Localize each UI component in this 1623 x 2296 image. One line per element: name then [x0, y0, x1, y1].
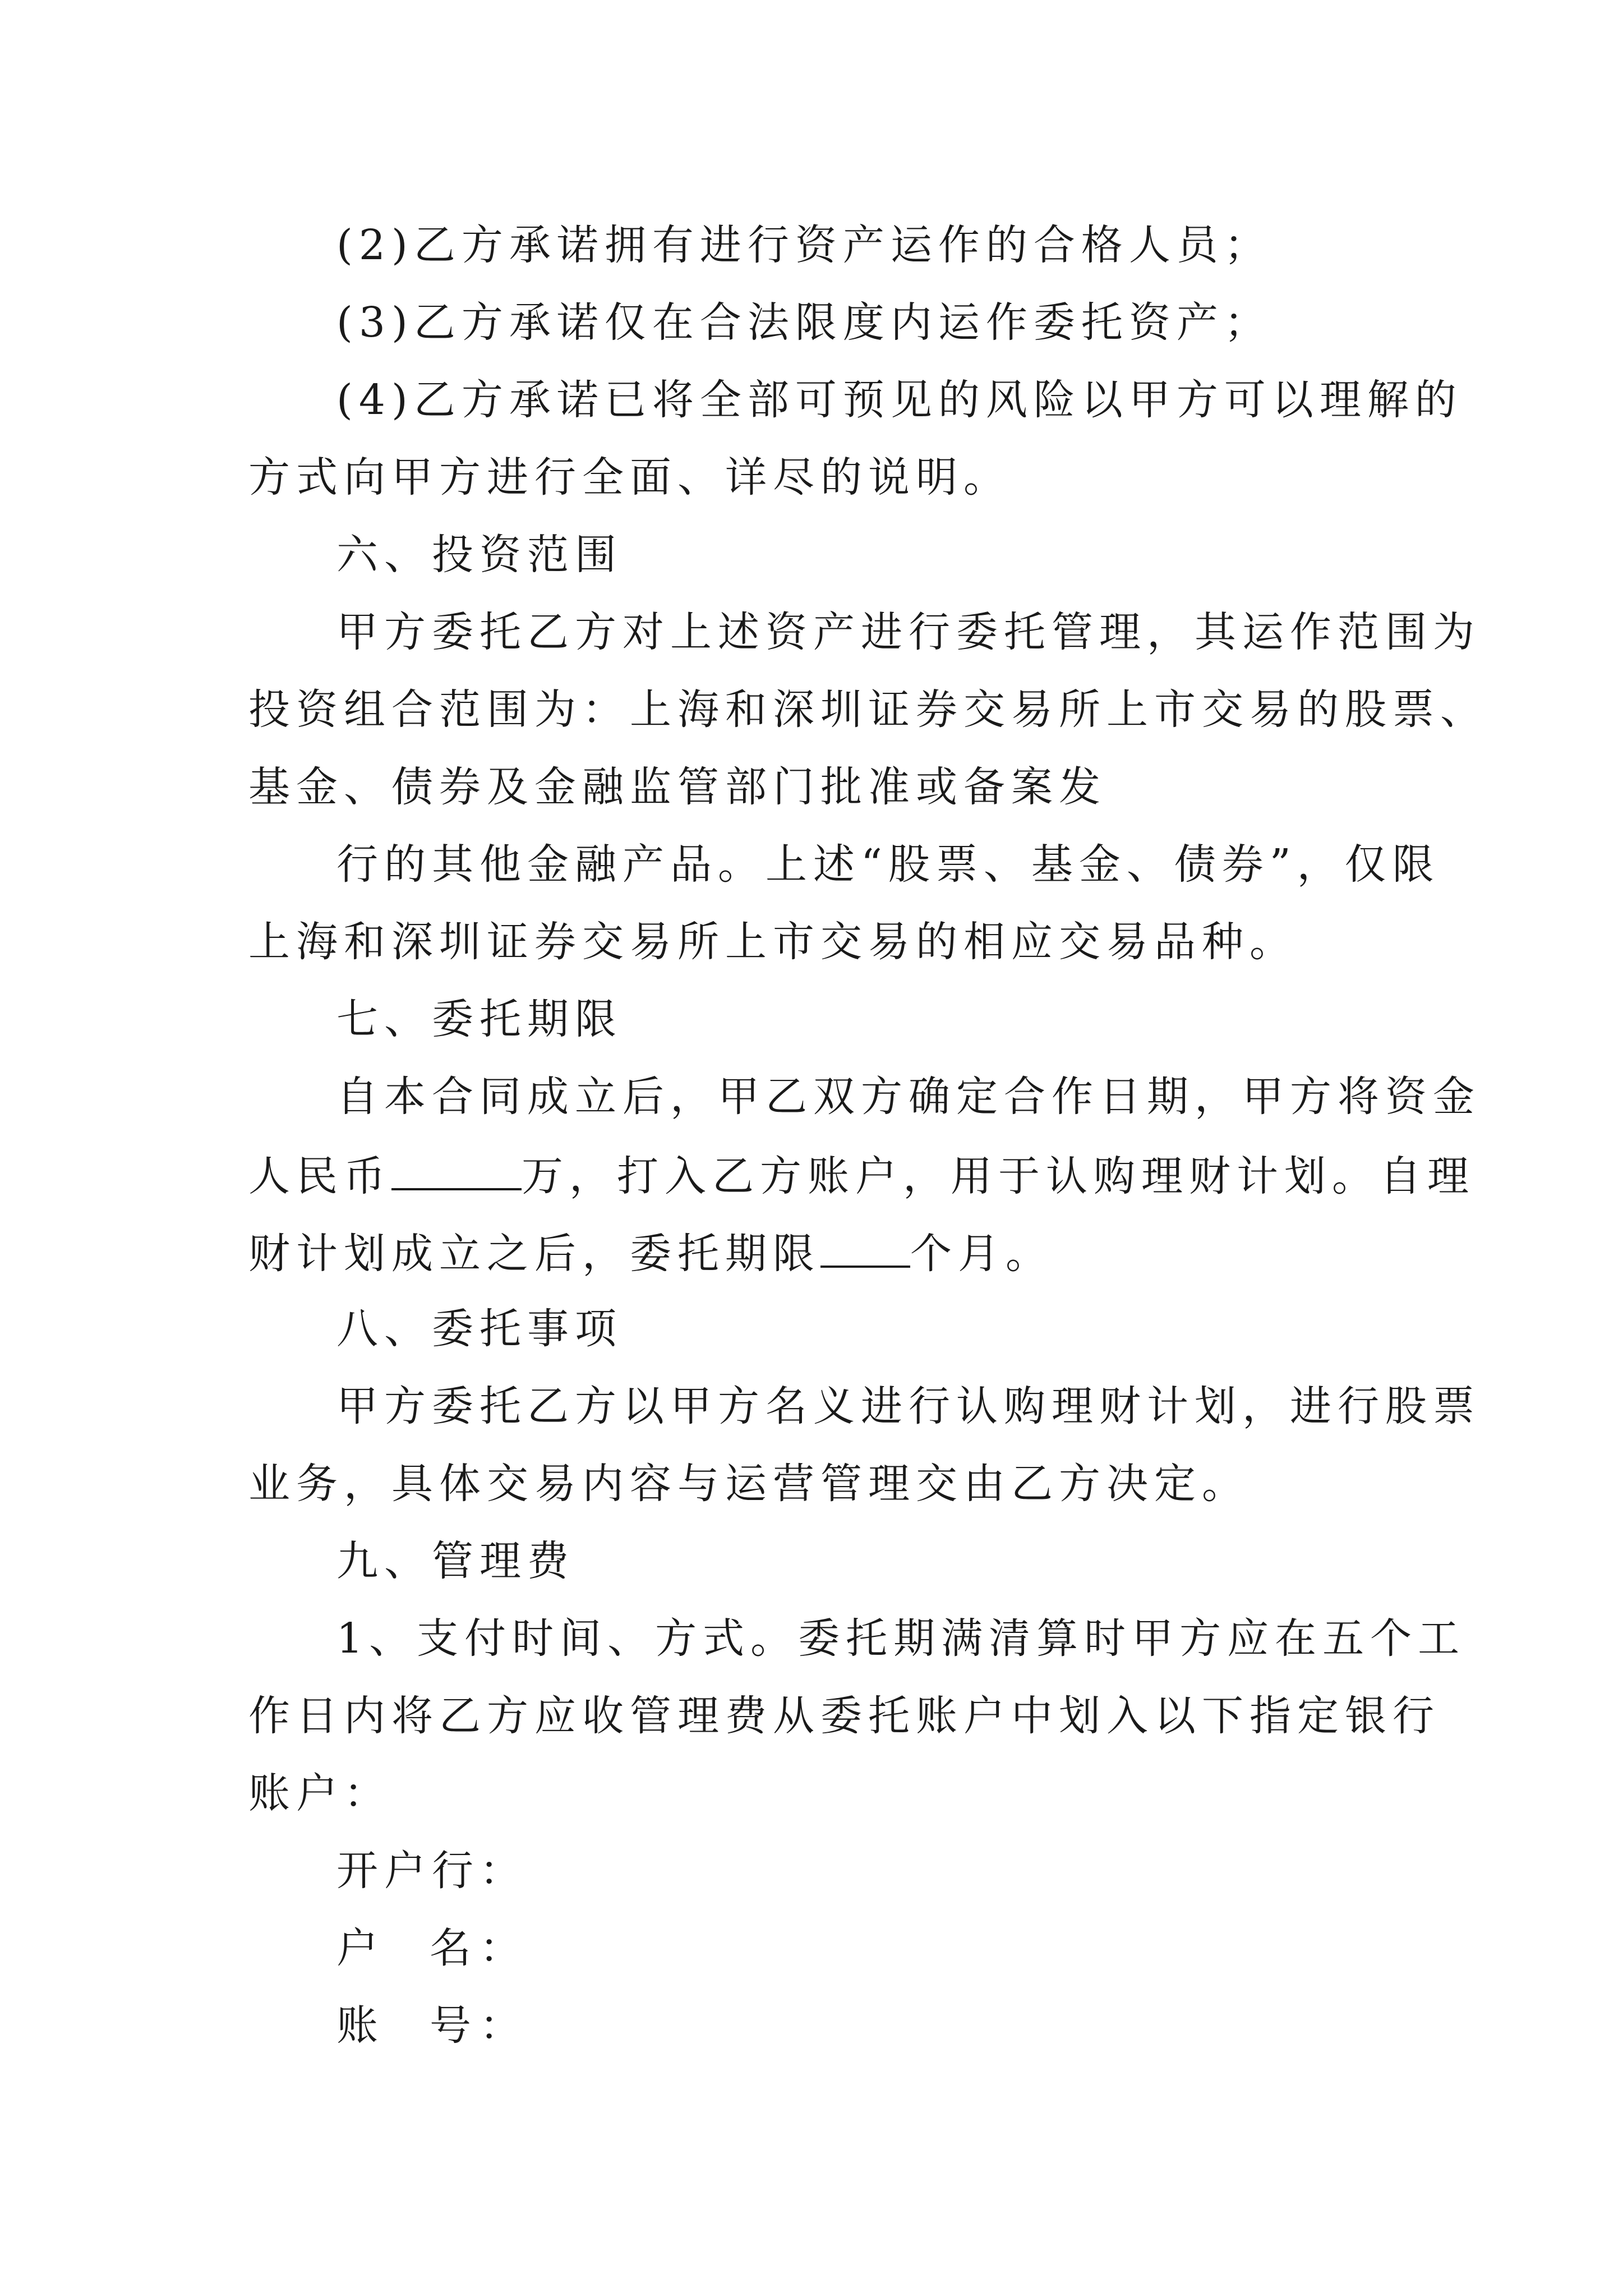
section-6-paragraph-line: 甲方委托乙方对上述资产进行委托管理，其运作范围为: [336, 608, 1481, 656]
commitment-4-line-2: 方式向甲方进行全面、详尽的说明。: [248, 453, 1011, 501]
section-8-paragraph-line: 甲方委托乙方以甲方名义进行认购理财计划，进行股票: [336, 1382, 1481, 1430]
currency-label: 人民币: [248, 1152, 391, 1200]
section-6-paragraph-line: 投资组合范围为：上海和深圳证券交易所上市交易的股票、: [248, 685, 1488, 734]
section-9-heading: 九、管理费: [336, 1537, 575, 1585]
section-8-paragraph-line: 业务，具体交易内容与运营管理交由乙方决定。: [248, 1460, 1249, 1508]
section-7-heading: 七、委托期限: [336, 995, 623, 1043]
commitment-2: (2)乙方承诺拥有进行资产运作的合格人员；: [336, 221, 1272, 269]
amount-blank: [391, 1153, 522, 1190]
commitment-4-line-1: (4)乙方承诺已将全部可预见的风险以甲方可以理解的: [336, 376, 1463, 424]
section-7-line-2: [248, 1152, 1475, 1200]
section-7-line-3: [248, 1230, 1053, 1278]
term-label: 财计划成立之后，委托期限: [248, 1230, 820, 1278]
account-name-label: 户 名：: [336, 1924, 530, 1972]
term-suffix: 个月。: [910, 1230, 1053, 1278]
section-7-line-1: 自本合同成立后，甲乙双方确定合作日期，甲方将资金: [336, 1073, 1481, 1121]
section-6-heading: 六、投资范围: [336, 531, 623, 579]
commitment-3: (3)乙方承诺仅在合法限度内运作委托资产；: [336, 298, 1272, 347]
bank-label: 开户行：: [336, 1847, 527, 1895]
section-9-item-line: 1、支付时间、方式。委托期满清算时甲方应在五个工: [336, 1614, 1466, 1663]
account-number-label: 账 号：: [336, 2001, 530, 2050]
section-9-item-line: 作日内将乙方应收管理费从委托账户中划入以下指定银行: [248, 1692, 1440, 1740]
section-6-paragraph-line: 上海和深圳证券交易所上市交易的相应交易品种。: [248, 918, 1297, 966]
section-6-paragraph-line: 基金、债券及金融监管部门批准或备案发: [248, 763, 1106, 811]
amount-suffix: 万，打入乙方账户，用于认购理财计划。自理: [522, 1152, 1475, 1200]
term-blank: [820, 1231, 910, 1268]
section-9-item-line: 账户：: [248, 1769, 391, 1818]
section-6-paragraph-line: 行的其他金融产品。上述“股票、基金、债券”，仅限: [336, 840, 1440, 889]
section-8-heading: 八、委托事项: [336, 1305, 623, 1353]
